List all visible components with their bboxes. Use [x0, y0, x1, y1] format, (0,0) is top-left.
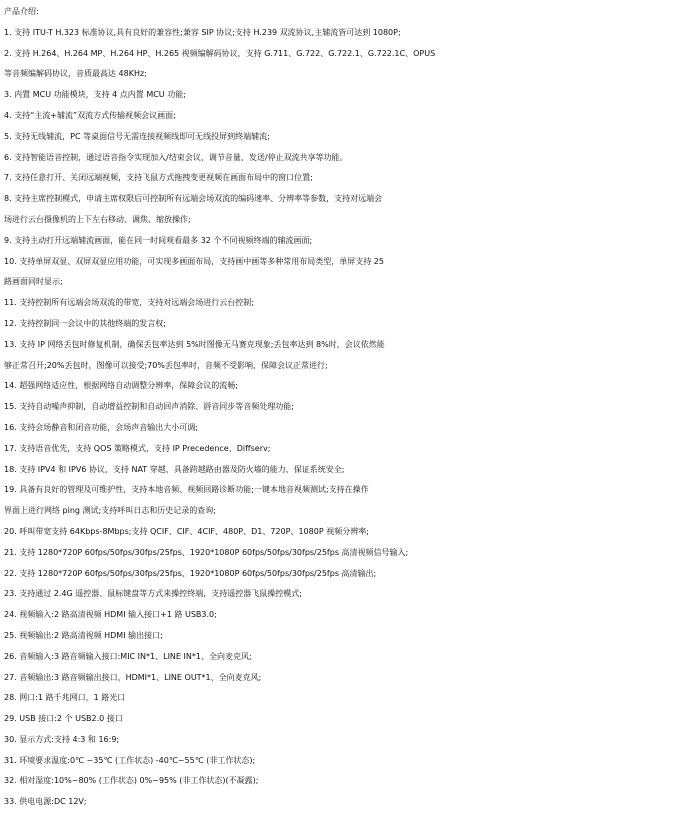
text-line: 5. 支持无线辅流，PC 等桌面信号无需连接视频线即可无线投屏到终端辅流; [4, 131, 270, 141]
text-line: 17. 支持语音优先，支持 QOS 策略模式，支持 IP Precedence、Diffserv; [4, 443, 271, 453]
text-line: 21. 支持 1280*720P 60fps/50fps/30fps/25fps、1920*1080P 60fps/50fps/30fps/25fps 高清视频信号输入; [4, 547, 409, 557]
text-line: 1. 支持 ITU-T H.323 标准协议,具有良好的兼容性;兼容 SIP 协议;支持 H.239 双流协议,主辅流皆可达到 1080P; [4, 27, 401, 37]
text-line: 场进行云台摄像机的上下左右移动、调焦、缩放操作; [4, 214, 191, 224]
document-title: 产品介绍: [4, 7, 39, 16]
text-line: 29. USB 接口:2 个 USB2.0 接口 [4, 714, 123, 724]
text-line: 30. 显示方式:支持 4:3 和 16:9; [4, 734, 120, 744]
text-line: 4. 支持“主流+辅流”双流方式传输视频会议画面; [4, 110, 176, 120]
text-line: 界面上进行网络 ping 测试;支持呼叫日志和历史记录的查询; [4, 506, 216, 516]
text-line: 32. 相对湿度:10%~80% (工作状态) 0%~95% (非工作状态)(不凝露); [4, 776, 259, 786]
text-line: 23. 支持通过 2.4G 遥控器、鼠标键盘等方式来操控终端，支持遥控器飞鼠操控模式; [4, 589, 302, 599]
text-line: 25. 视频输出:2 路高清视频 HDMI 输出接口; [4, 630, 163, 640]
text-line: 6. 支持智能语音控制，通过语音指令实现加入/结束会议、调节音量、发送/停止双流共享等功能。 [4, 152, 348, 162]
text-line: 15. 支持自动噪声抑制，自动增益控制和自动回声消除、唇音同步等音频处理功能; [4, 402, 294, 412]
text-line: 33. 供电电源:DC 12V; [4, 797, 87, 807]
text-line: 10. 支持单屏双显、双屏双显应用功能，可实现多画面布局，支持画中画等多种常用布局类型，单屏支持 25 [4, 256, 384, 266]
text-line: 13. 支持 IP 网络丢包时修复机制，确保丢包率达到 5%时图像无马赛克现象;丢包率达到 8%时，会议依然能 [4, 339, 385, 349]
text-line: 27. 音频输出:3 路音频输出接口，HDMI*1、LINE OUT*1、全向麦克风; [4, 672, 262, 682]
text-line: 22. 支持 1280*720P 60fps/50fps/30fps/25fps、1920*1080P 60fps/50fps/30fps/25fps 高清输出; [4, 568, 377, 578]
text-line: 19. 具备有良好的管理及可维护性，支持本地音频、视频回路诊断功能;一键本地音视频测试;支持在操作 [4, 485, 369, 495]
text-line: 2. 支持 H.264、H.264 MP、H.264 HP、H.265 视频编解码协议，支持 G.711、G.722、G.722.1、G.722.1C、OPUS [4, 48, 436, 58]
text-line: 24. 视频输入:2 路高清视频 HDMI 输入接口+1 路 USB3.0; [4, 610, 217, 620]
text-line: 等音频编解码协议，音质最高达 48KHz; [4, 69, 147, 79]
text-line: 12. 支持控制同一会议中的其他终端的发言权; [4, 318, 166, 328]
text-line: 7. 支持任意打开、关闭远端视频，支持飞鼠方式拖拽变更视频在画面布局中的窗口位置; [4, 173, 313, 183]
text-line: 3. 内置 MCU 功能模块，支持 4 点内置 MCU 功能; [4, 90, 186, 100]
text-line: 14. 超强网络适应性，根据网络自动调整分辨率，保障会议的流畅; [4, 381, 238, 391]
text-line: 31. 环境要求温度:0℃ ~35℃ (工作状态) -40℃~55℃ (非工作状态); [4, 755, 256, 765]
text-line: 路画面同时显示; [4, 277, 63, 287]
text-line: 28. 网口:1 路千兆网口，1 路光口 [4, 693, 126, 703]
text-line: 20. 呼叫带宽支持 64Kbps-8Mbps;支持 QCIF、CIF、4CIF、480P、D1、720P、1080P 视频分辨率; [4, 526, 369, 536]
text-line: 18. 支持 IPV4 和 IPV6 协议，支持 NAT 穿越，具备跨越路由器及防火墙的能力，保证系统安全; [4, 464, 345, 474]
text-line: 26. 音频输入:3 路音频输入接口:MIC IN*1、LINE IN*1、全向麦克风; [4, 651, 252, 661]
text-line: 16. 支持会场静音和闭音功能，会场声音输出大小可调; [4, 422, 198, 432]
text-line: 够正常召开;20%丢包时，图像可以接受;70%丢包率时，音频不受影响，保障会议正常进行; [4, 360, 328, 370]
text-line: 11. 支持控制所有远端会场双流的带宽，支持对远端会场进行云台控制; [4, 298, 254, 308]
text-line: 9. 支持主动打开远端辅流画面，能在同一时间观看最多 32 个不同视频终端的辅流画面; [4, 235, 313, 245]
text-line: 8. 支持主席控制模式，申请主席权限后可控制所有远端会场双流的编码速率、分辨率等参数，支持对远端会 [4, 194, 383, 204]
